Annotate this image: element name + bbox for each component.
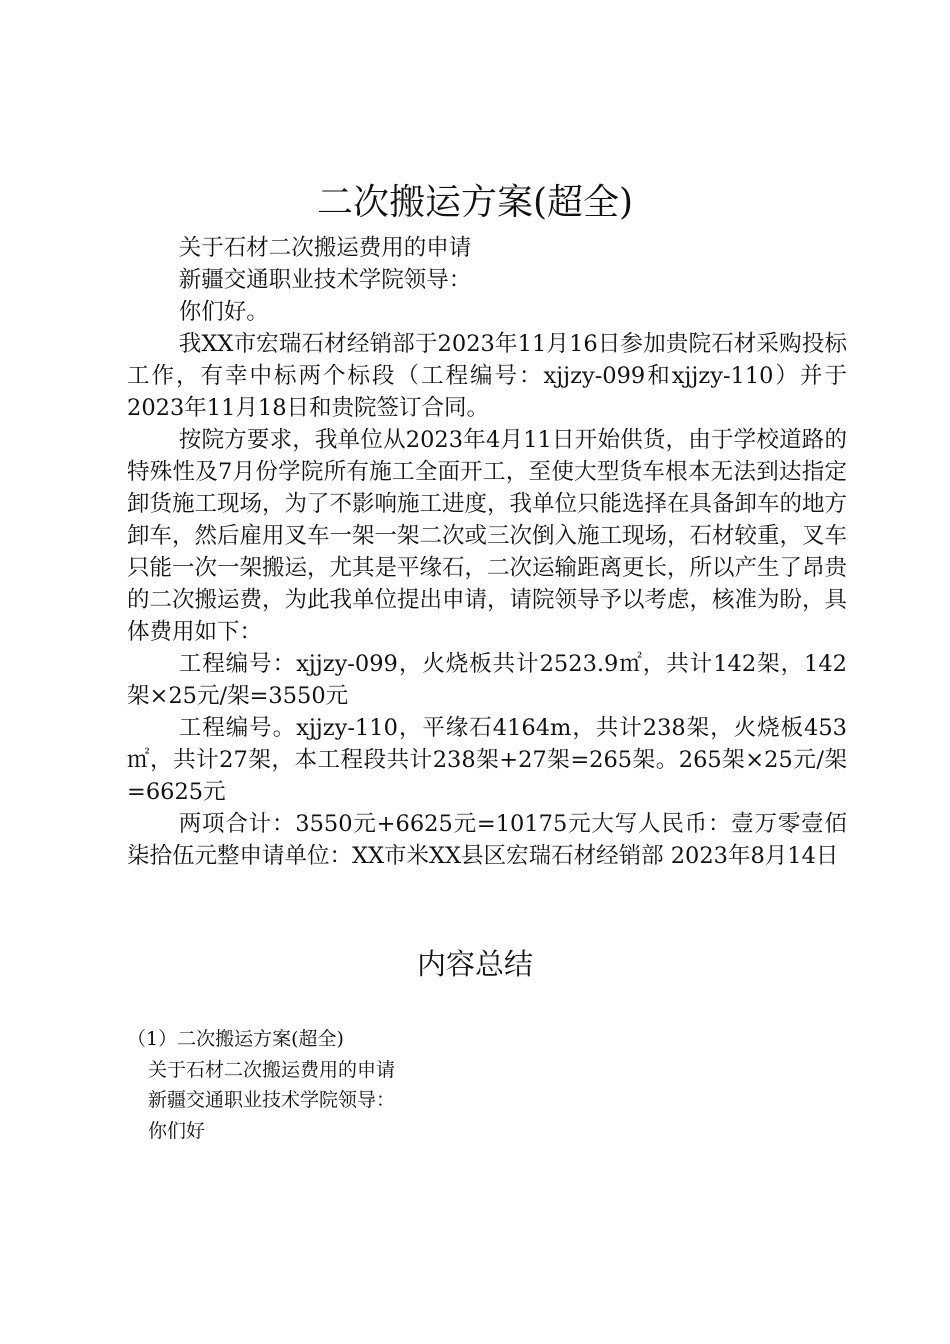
paragraph-reason: 按院方要求，我单位从2023年4月11日开始供货，由于学校道路的特殊性及7月份学院所有施工全面开工，至使大型货车根本无法到达指定卸货施工现场，为了不影响施工进度，我单位只能选择在具备卸车的地方卸车，然后雇用叉车一架一架二次或三次倒入施工现场，石材较重，叉车只能一次一架搬运，尤其是平缘石，二次运输距离更长，所以产生了昂贵的二次搬运费，为此我单位提出申请，请院领导予以考虑，核准为盼，具体费用如下：	[127, 427, 848, 645]
paragraph-total: 两项合计：3550元+6625元=10175元大写人民币：壹万零壹佰柒拾伍元整申请单位：XX市米XX县区宏瑞石材经销部 2023年8月14日	[127, 811, 847, 869]
document-title: 二次搬运方案(超全)	[316, 182, 634, 223]
subject-line: 关于石材二次搬运费用的申请	[178, 235, 472, 261]
summary-line: （1）二次搬运方案(超全)	[127, 1028, 344, 1050]
summary-line: 关于石材二次搬运费用的申请	[148, 1058, 396, 1081]
summary-line: 新疆交通职业技术学院领导：	[148, 1089, 396, 1111]
salutation: 新疆交通职业技术学院领导：	[178, 267, 472, 293]
paragraph-intro: 我XX市宏瑞石材经销部于2023年11月16日参加贵院石材采购投标工作，有幸中标两个标段（工程编号：xjjzy-099和xjjzy-110）并于2023年11月18日和贵院签订合同。	[127, 331, 847, 421]
paragraph-cost-110: 工程编号。xjjzy-110，平缘石4164m，共计238架，火烧板453㎡，共计27架，本工程段共计238架+27架=265架。265架×25元/架=6625元	[127, 715, 847, 805]
greeting: 你们好。	[178, 299, 269, 325]
summary-title: 内容总结	[416, 947, 533, 981]
document-body	[127, 232, 847, 872]
paragraph-cost-099: 工程编号：xjjzy-099，火烧板共计2523.9㎡，共计142架，142架×25元/架=3550元	[127, 651, 847, 709]
summary-line: 你们好	[148, 1119, 206, 1142]
summary-list	[127, 1024, 847, 1146]
